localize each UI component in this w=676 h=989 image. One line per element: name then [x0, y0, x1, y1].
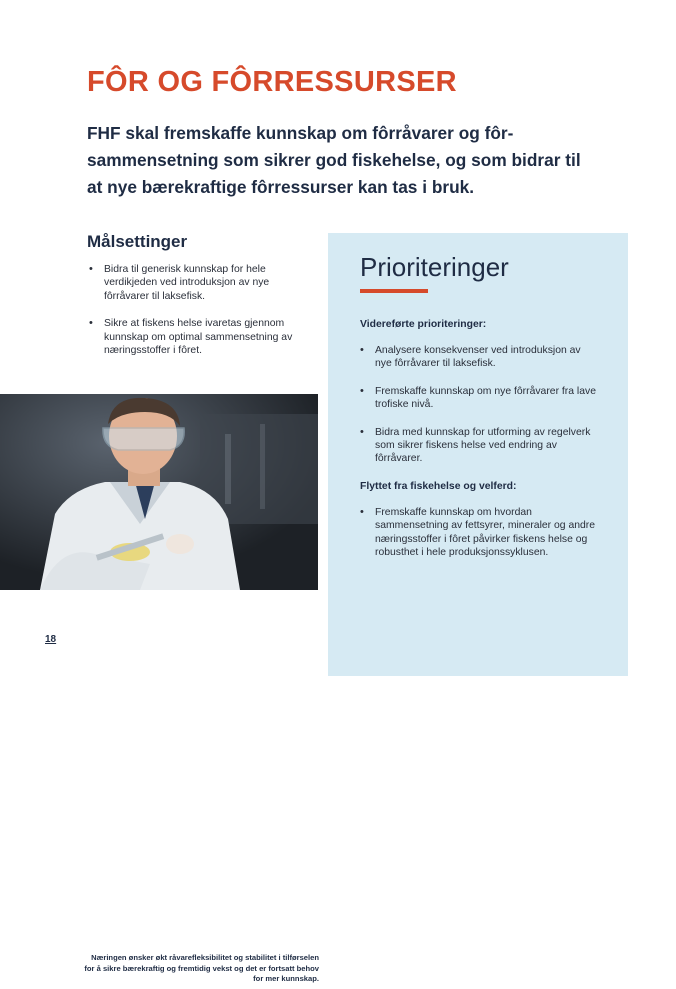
- lead-paragraph: FHF skal fremskaffe kunnskap om fôrråvarer og fôr-sammensetning som sikrer god fiskehelse, og som bidrar til at nye bærekraftige fôrressurser kan tas i bruk.: [87, 123, 581, 197]
- priority-item: • Analysere konsekvenser ved introduksjon av nye fôrråvarer til laksefisk.: [360, 344, 600, 371]
- page-title: FÔR OG FÔRRESSURSER: [87, 66, 457, 98]
- goals-heading: Målsettinger: [87, 232, 188, 251]
- priorities-panel: [328, 233, 628, 676]
- page-number: 18: [45, 634, 57, 645]
- lab-scientist-illustration: [0, 394, 318, 590]
- accent-divider: [360, 289, 428, 293]
- priority-item: • Fremskaffe kunnskap om nye fôrråvarer fra lave trofiske nivå.: [360, 385, 600, 412]
- moved-priorities-heading: Flyttet fra fiskehelse og velferd:: [360, 481, 517, 492]
- goal-item: • Bidra til generisk kunnskap for hele verdikjeden ved introduksjon av nye fôrråvarer til laksefisk.: [87, 263, 312, 303]
- priorities-title: Prioriteringer: [360, 252, 509, 282]
- continued-priorities-list: [360, 344, 600, 480]
- goal-item: • Sikre at fiskens helse ivaretas gjennom kunnskap om optimal sammensetning av næringsstoffer i fôret.: [87, 317, 312, 357]
- moved-priorities-list: [360, 506, 600, 574]
- photo-caption: Næringen ønsker økt råvarefleksibilitet og stabilitet i tilførselen for å sikre bærekraftig og fremtidig vekst og det er fortsatt behov for mer kunnskap.: [77, 948, 325, 989]
- priority-item: • Fremskaffe kunnskap om hvordan sammensetning av fettsyrer, mineraler og andre næringsstoffer i fôret påvirker fiskens helse og robusthet i hele produksjonssyklusen.: [360, 506, 600, 560]
- goals-list: [87, 263, 312, 371]
- priority-item: • Bidra med kunnskap for utforming av regelverk som sikrer fiskens helse ved endring av fôrråvarer.: [360, 426, 600, 466]
- continued-priorities-heading: Videreførte prioriteringer:: [360, 319, 487, 330]
